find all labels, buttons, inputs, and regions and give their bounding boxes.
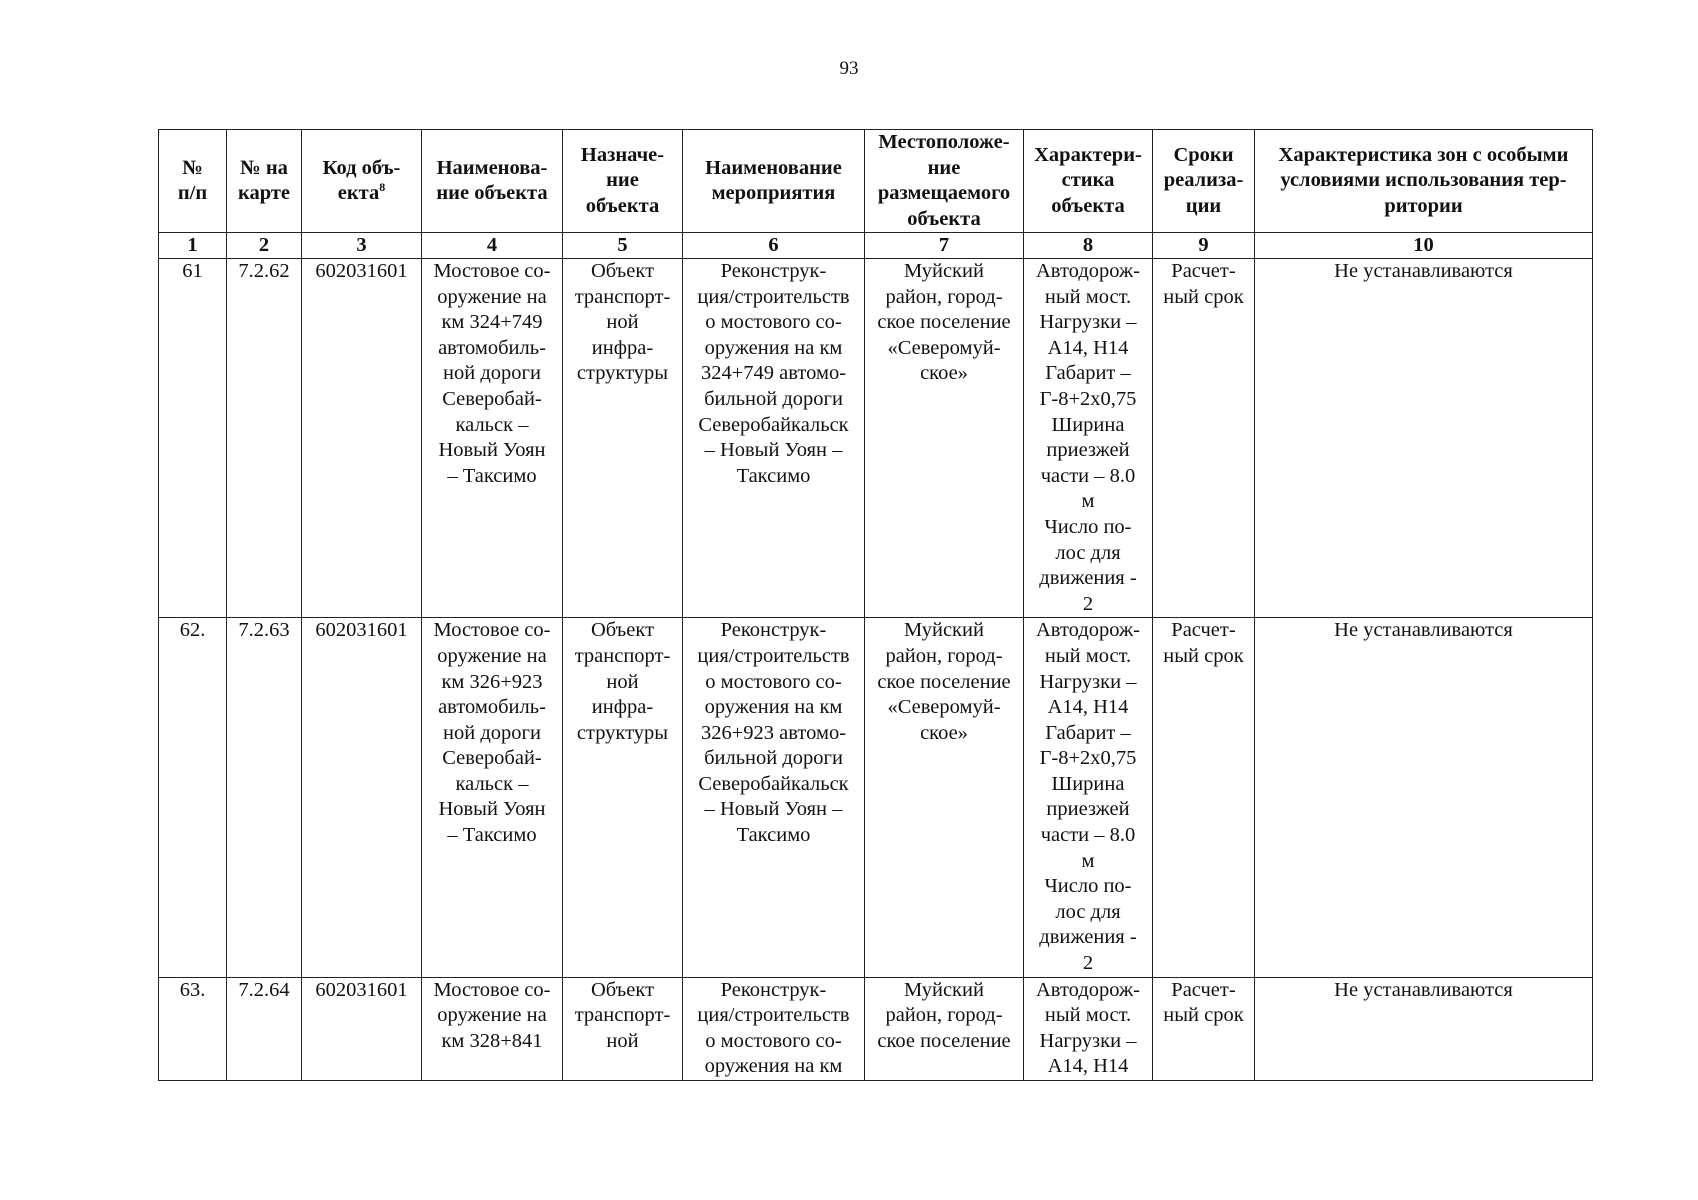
cell-line: Нагрузки – <box>1039 1029 1137 1052</box>
object-name-cell <box>422 977 563 1080</box>
cell-line: Северобай- <box>442 387 542 410</box>
cell-line: кальск – <box>455 772 529 795</box>
cell-line: Таксимо <box>736 824 811 847</box>
cell-line: оружения на км <box>704 1055 843 1078</box>
cell-line: ское» <box>920 362 968 385</box>
cell-line: Нагрузки – <box>1039 311 1137 334</box>
cell-line: Таксимо <box>736 464 811 487</box>
cell-line: м <box>1081 849 1095 872</box>
characteristics-cell <box>1024 977 1153 1080</box>
cell-line: Реконструк- <box>720 978 827 1001</box>
cell-line: район, город- <box>885 285 1003 308</box>
header-line: Сроки <box>1173 143 1234 166</box>
event-name-cell <box>683 259 865 618</box>
cell-line: инфра- <box>591 336 654 359</box>
map-number-cell: 7.2.63 <box>227 618 302 977</box>
cell-line: Северобайкальск <box>698 772 849 795</box>
header-line: Характеристика зон с особыми <box>1278 143 1569 166</box>
cell-line: ный срок <box>1163 644 1244 667</box>
cell-line: Объект <box>590 978 655 1001</box>
header-line: объекта <box>907 207 981 230</box>
column-number-row <box>159 233 1593 259</box>
header-line: мероприятия <box>711 182 836 204</box>
cell-line: 326+923 автомо- <box>700 721 847 744</box>
cell-line: км 328+841 <box>441 1029 543 1052</box>
header-cell <box>422 130 563 233</box>
footnote-marker: 8 <box>379 180 386 195</box>
header-cell <box>563 130 683 233</box>
cell-line: ция/строительств <box>697 285 850 308</box>
cell-line: Муйский <box>904 619 984 642</box>
cell-line: Ширина <box>1051 772 1125 795</box>
cell-line: ция/строительств <box>697 644 850 667</box>
header-line: екта$^8$ <box>337 180 386 204</box>
zones-cell <box>1255 618 1593 977</box>
header-cell <box>159 130 227 233</box>
cell-line: оружение на <box>437 1004 547 1027</box>
cell-line: оружения на км <box>704 336 843 359</box>
cell-line: Муйский <box>904 260 984 282</box>
cell-line: 324+749 автомо- <box>700 362 847 385</box>
cell-line: инфра- <box>591 696 654 719</box>
header-cell <box>683 130 865 233</box>
cell-line: Число по- <box>1044 515 1132 538</box>
cell-line: Муйский <box>904 978 984 1001</box>
cell-line: «Северомуй- <box>887 696 1001 719</box>
cell-line: ной дороги <box>443 362 541 385</box>
column-number: 6 <box>683 233 865 259</box>
header-line: ние объекта <box>436 182 548 204</box>
cell-line: Не устанавливаются <box>1334 619 1513 642</box>
cell-line: Габарит – <box>1045 362 1131 385</box>
cell-line: автомобиль- <box>438 336 546 359</box>
cell-line: м <box>1081 490 1095 513</box>
cell-line: – Таксимо <box>447 464 537 487</box>
cell-line: Объект <box>590 260 655 282</box>
header-line: Наименова- <box>436 156 548 179</box>
cell-line: район, город- <box>885 1004 1003 1027</box>
header-row <box>159 130 1593 233</box>
header-line: № <box>182 156 203 179</box>
header-line: ние <box>606 169 639 192</box>
cell-line: структуры <box>576 362 669 385</box>
cell-line: Расчет- <box>1171 978 1236 1001</box>
cell-line: Новый Уоян <box>438 439 546 462</box>
header-cell <box>227 130 302 233</box>
header-line: ритории <box>1384 194 1463 217</box>
cell-line: оружения на км <box>704 696 843 719</box>
cell-line: Автодорож- <box>1036 978 1140 1001</box>
cell-line: ный мост. <box>1044 285 1132 308</box>
header-line: размещаемого <box>877 182 1011 204</box>
column-number: 1 <box>159 233 227 259</box>
header-line: ние <box>927 156 961 179</box>
column-number: 7 <box>865 233 1024 259</box>
row-number-cell: 62. <box>159 618 227 977</box>
objects-table <box>158 129 1593 1081</box>
cell-line: кальск – <box>455 413 529 436</box>
cell-line: о мостового со- <box>705 311 842 334</box>
cell-line: Северобай- <box>442 747 542 770</box>
cell-line: ный мост. <box>1044 644 1132 667</box>
cell-line: Ширина <box>1051 413 1125 436</box>
cell-line: Число по- <box>1044 875 1132 898</box>
location-cell <box>865 618 1024 977</box>
cell-line: Новый Уоян <box>438 798 546 821</box>
cell-line: ный срок <box>1163 285 1244 308</box>
header-line: ции <box>1185 194 1222 217</box>
cell-line: А14, Н14 <box>1047 1055 1129 1078</box>
cell-line: – Новый Уоян – <box>704 439 843 462</box>
header-line: п/п <box>177 182 208 204</box>
header-line: объекта <box>1051 194 1125 217</box>
header-line: Характери- <box>1034 143 1142 166</box>
cell-line: транспорт- <box>574 285 671 308</box>
event-name-cell <box>683 977 865 1080</box>
cell-line: части – 8.0 <box>1040 824 1136 847</box>
cell-line: ный мост. <box>1044 1004 1132 1027</box>
term-cell <box>1153 618 1255 977</box>
cell-line: транспорт- <box>574 644 671 667</box>
page-number: 93 <box>839 58 859 79</box>
cell-line: ское поселение <box>877 311 1011 334</box>
object-purpose-cell <box>563 618 683 977</box>
cell-line: – Новый Уоян – <box>704 798 843 821</box>
cell-line: ское» <box>920 721 968 744</box>
object-name-cell <box>422 259 563 618</box>
cell-line: «Северомуй- <box>887 336 1001 359</box>
cell-line: бильной дороги <box>704 747 843 770</box>
row-number-cell: 63. <box>159 977 227 1080</box>
cell-line: Не устанавливаются <box>1334 260 1513 282</box>
cell-line: ское поселение <box>877 670 1011 693</box>
cell-line: Северобайкальск <box>698 413 849 436</box>
cell-line: – Таксимо <box>447 824 537 847</box>
object-purpose-cell <box>563 977 683 1080</box>
cell-line: приезжей <box>1046 798 1130 821</box>
zones-cell <box>1255 977 1593 1080</box>
cell-line: движения - <box>1039 926 1137 949</box>
cell-line: бильной дороги <box>704 387 843 410</box>
table-row <box>159 618 1593 977</box>
cell-line: ское поселение <box>877 1029 1011 1052</box>
cell-line: Расчет- <box>1171 619 1236 642</box>
table-row <box>159 977 1593 1080</box>
header-line: Местоположе- <box>878 131 1010 153</box>
object-purpose-cell <box>563 259 683 618</box>
map-number-cell: 7.2.62 <box>227 259 302 618</box>
object-code-cell: 602031601 <box>302 259 422 618</box>
object-code-cell: 602031601 <box>302 977 422 1080</box>
header-line: карте <box>237 182 291 204</box>
object-name-cell <box>422 618 563 977</box>
cell-line: Габарит – <box>1045 721 1131 744</box>
cell-line: ный срок <box>1163 1004 1244 1027</box>
header-line: № на <box>240 156 288 179</box>
cell-line: автомобиль- <box>438 696 546 719</box>
column-number: 4 <box>422 233 563 259</box>
table-row <box>159 259 1593 618</box>
column-number: 3 <box>302 233 422 259</box>
cell-line: ной дороги <box>443 721 541 744</box>
cell-line: Автодорож- <box>1036 260 1140 282</box>
cell-line: структуры <box>576 721 669 744</box>
cell-line: Г-8+2х0,75 <box>1039 387 1137 410</box>
object-code-cell: 602031601 <box>302 618 422 977</box>
header-cell <box>1153 130 1255 233</box>
cell-line: о мостового со- <box>705 670 842 693</box>
column-number: 8 <box>1024 233 1153 259</box>
cell-line: А14, Н14 <box>1047 696 1129 719</box>
cell-line: 2 <box>1082 952 1094 975</box>
cell-line: Не устанавливаются <box>1334 978 1513 1001</box>
cell-line: ной <box>606 670 639 693</box>
map-number-cell: 7.2.64 <box>227 977 302 1080</box>
event-name-cell <box>683 618 865 977</box>
cell-line: Реконструк- <box>720 619 827 642</box>
cell-line: лос для <box>1055 900 1121 923</box>
cell-line: движения - <box>1039 567 1137 590</box>
zones-cell <box>1255 259 1593 618</box>
cell-line: Г-8+2х0,75 <box>1039 747 1137 770</box>
header-line: реализа- <box>1163 169 1244 192</box>
characteristics-cell <box>1024 618 1153 977</box>
cell-line: Нагрузки – <box>1039 670 1137 693</box>
cell-line: приезжей <box>1046 439 1130 462</box>
cell-line: Мостовое со- <box>433 260 551 282</box>
characteristics-cell <box>1024 259 1153 618</box>
cell-line: транспорт- <box>574 1004 671 1027</box>
column-number: 5 <box>563 233 683 259</box>
cell-line: оружение на <box>437 644 547 667</box>
cell-line: ной <box>606 1029 639 1052</box>
column-number: 2 <box>227 233 302 259</box>
term-cell <box>1153 259 1255 618</box>
header-line: стика <box>1061 169 1115 192</box>
cell-line: Мостовое со- <box>433 978 551 1001</box>
location-cell <box>865 259 1024 618</box>
cell-line: район, город- <box>885 644 1003 667</box>
cell-line: о мостового со- <box>705 1029 842 1052</box>
header-line: условиями использования тер- <box>1280 169 1567 192</box>
location-cell <box>865 977 1024 1080</box>
cell-line: Мостовое со- <box>433 619 551 642</box>
cell-line: Реконструк- <box>720 260 827 282</box>
column-number: 10 <box>1255 233 1593 259</box>
cell-line: км 324+749 <box>441 311 543 334</box>
cell-line: Расчет- <box>1171 260 1236 282</box>
column-number: 9 <box>1153 233 1255 259</box>
header-line: Код объ- <box>322 156 401 179</box>
term-cell <box>1153 977 1255 1080</box>
header-line: Наименование <box>705 156 842 179</box>
row-number-cell: 61 <box>159 259 227 618</box>
cell-line: км 326+923 <box>441 670 543 693</box>
header-line: Назначе- <box>580 143 665 166</box>
cell-line: оружение на <box>437 285 547 308</box>
cell-line: части – 8.0 <box>1040 464 1136 487</box>
header-cell <box>1255 130 1593 233</box>
cell-line: А14, Н14 <box>1047 336 1129 359</box>
header-cell <box>1024 130 1153 233</box>
header-line: объекта <box>585 194 660 217</box>
cell-line: лос для <box>1055 541 1121 564</box>
cell-line: ной <box>606 311 639 334</box>
cell-line: 2 <box>1082 592 1094 615</box>
cell-line: Автодорож- <box>1036 619 1140 642</box>
cell-line: Объект <box>590 619 655 642</box>
cell-line: ция/строительств <box>697 1004 850 1027</box>
header-cell <box>302 130 422 233</box>
header-cell <box>865 130 1024 233</box>
